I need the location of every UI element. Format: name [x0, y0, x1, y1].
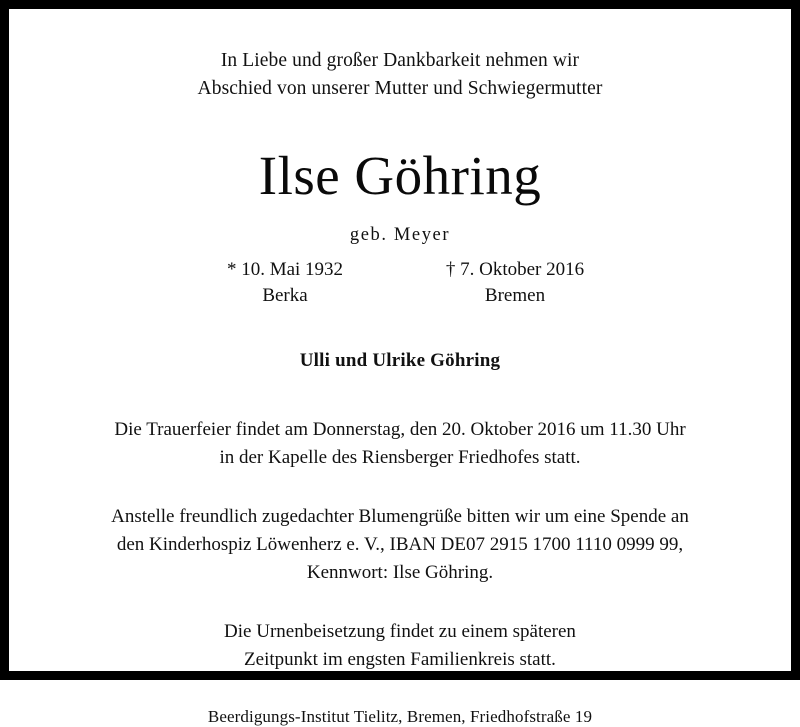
birth-date: * 10. Mai 1932: [226, 259, 344, 281]
intro-line-2: Abschied von unserer Mutter und Schwiegermutter: [197, 77, 603, 99]
birth-block: [185, 259, 385, 307]
survivors-names: Ulli und Ulrike Göhring: [299, 350, 501, 372]
urn-paragraph: [224, 618, 576, 673]
ceremony-line-2: in der Kapelle des Riensberger Friedhofes statt.: [219, 446, 581, 468]
deceased-name: Ilse Göhring: [258, 145, 542, 207]
ceremony-line-1: Die Trauerfeier findet am Donnerstag, den 20. Oktober 2016 um 11.30 Uhr: [114, 419, 686, 441]
funeral-home-credit: Beerdigungs-Institut Tielitz, Bremen, Friedhofstraße 19: [207, 707, 593, 727]
donation-paragraph: [111, 503, 689, 586]
birth-place: Berka: [262, 285, 308, 307]
intro-line-1: In Liebe und großer Dankbarkeit nehmen wir: [220, 50, 580, 71]
obituary-card: [9, 9, 791, 727]
donation-line-3: Kennwort: Ilse Göhring.: [306, 561, 494, 583]
urn-line-2: Zeitpunkt im engsten Familienkreis statt.: [244, 648, 556, 670]
urn-line-1: Die Urnenbeisetzung findet zu einem späteren: [224, 621, 576, 643]
donation-line-2: den Kinderhospiz Löwenherz e. V., IBAN DE07 2915 1700 1110 0999 99,: [116, 534, 684, 556]
intro-text: [198, 47, 603, 102]
death-place: Bremen: [484, 285, 546, 307]
donation-line-1: Anstelle freundlich zugedachter Blumengrüße bitten wir um eine Spende an: [111, 506, 689, 528]
death-date: † 7. Oktober 2016: [445, 259, 585, 281]
death-block: [415, 259, 615, 307]
maiden-name: geb. Meyer: [349, 225, 451, 246]
ceremony-paragraph: [114, 416, 685, 471]
life-dates: [185, 259, 615, 307]
